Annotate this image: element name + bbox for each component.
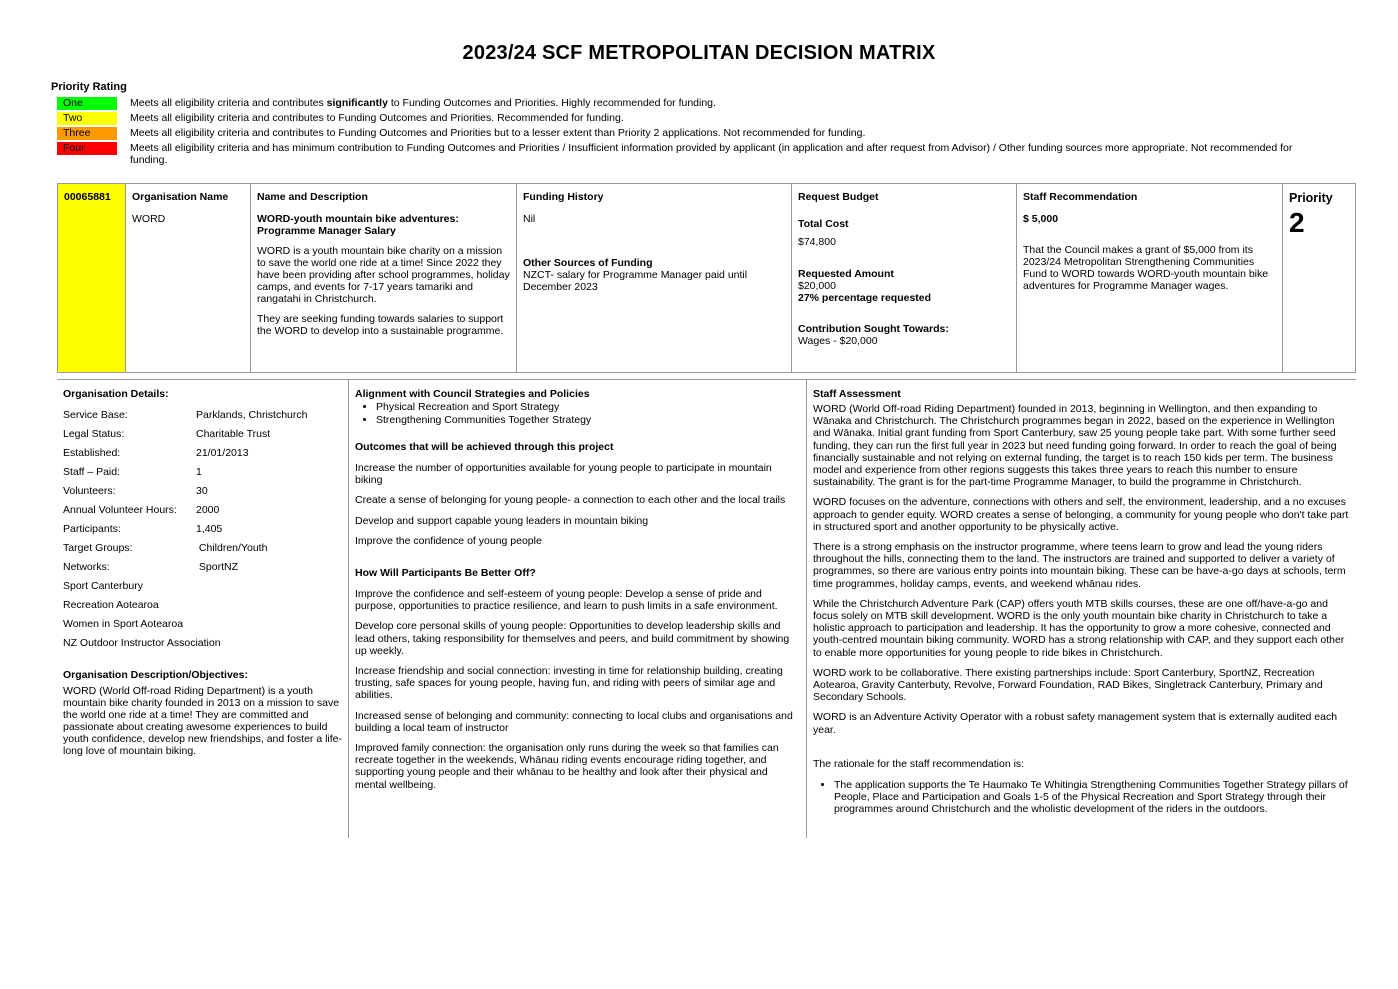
better-off-heading: How Will Participants Be Better Off? [355, 567, 536, 580]
assessment-paragraph: WORD (World Off-road Riding Department) founded in 2013, beginning in Wellington, and then expanding to Wānaka and Christchurch. The Christchurch programmes began in 2022, based on the experience in Wellington and Wānaka. Initial grant funding from Sport Canterbury, saw 25 young people take part. With some further seed funding, they can run the first full year in 2023 but need funding going forward. In order to reach the goal of being financially sustainable and not relying on external funding, the target is to reach 150 kids per term. The business model and experience from other regions suggests this takes three years to reach this number to ensure sustainability. The grant is for the part-time Programme Manager, to build the programme in Christchurch. [813, 403, 1337, 489]
outcomes-heading: Outcomes that will be achieved through this project [355, 441, 614, 453]
better-off-item: Improved family connection: the organisation only runs during the week so that families can recreate together in the weekends, Whānau riding events encourage riding together, and supporting young people and their whānau to be healthy and look after their physical and mental wellbeing. [355, 742, 779, 791]
detail-row: Target Groups: Children/Youth [63, 542, 268, 554]
priority-header: Priority [1289, 191, 1333, 205]
legend-swatch-one: One [57, 97, 117, 110]
assessment-paragraph: There is a strong emphasis on the instructor programme, where teens learn to grow and lead the young riders throughout the hills, connecting them to the land. The instructors are trained and supported to deliver a variety of programmes, so there are various entry points into mountain biking. These can be have-a-go days at schools, term time programmes, holiday camps, events, and weekend whānau rides. [813, 541, 1346, 590]
rationale-intro: The rationale for the staff recommendation is: [813, 757, 1025, 770]
org-details-heading: Organisation Details: [63, 388, 169, 400]
better-off-item: Increase friendship and social connection: investing in time for relationship building, creating trusting, safe spaces for young people, having fun, and riding with peers of similar age and abilities. [355, 665, 783, 702]
network-item: NZ Outdoor Instructor Association [63, 637, 221, 649]
application-summary-table [57, 183, 1356, 373]
legend-row-two [57, 112, 1317, 125]
total-cost-label: Total Cost [798, 218, 849, 230]
org-name: WORD [132, 213, 166, 225]
contribution-value: Wages - $20,000 [798, 335, 878, 347]
rationale-list [813, 779, 1350, 815]
name-description-header: Name and Description [257, 191, 368, 203]
outcome-item: Create a sense of belonging for young people- a connection to each other and the local trails [355, 494, 786, 507]
legend-text-one: Meets all eligibility criteria and contributes significantly to Funding Outcomes and Priorities. Highly recommended for funding. [130, 97, 716, 109]
strategy-list [355, 401, 800, 427]
contribution-label: Contribution Sought Towards: [798, 323, 949, 335]
alignment-column [348, 380, 806, 838]
priority-cell [1282, 184, 1355, 372]
network-item: Women in Sport Aotearoa [63, 618, 184, 630]
other-sources-value: NZCT- salary for Programme Manager paid until December 2023 [523, 269, 748, 293]
details-section [57, 379, 1356, 838]
org-name-cell [125, 184, 250, 372]
priority-value: 2 [1289, 207, 1305, 238]
outcome-item: Improve the confidence of young people [355, 534, 542, 547]
org-description: WORD (World Off-road Riding Department) is a youth mountain bike charity founded in 2013 on a mission to save the world one ride at a time! They are committed and passionate about creating awesome experiences to build youth confidence, develop new friendships, and foster a life-long love of mountain biking. [63, 685, 343, 757]
funding-history-value: Nil [523, 213, 536, 225]
list-item: • Strengthening Communities Together Strategy [376, 414, 800, 427]
assessment-paragraph: While the Christchurch Adventure Park (CAP) offers youth MTB skills courses, these are one off/have-a-go and focus solely on MTB skill development. WORD is the only youth mountain bike charity in Christchurch to take a holistic approach to participation and leadership. It has the opportunity to grow a more cohesive, connected and youth-centred mountain biking community. WORD has a strong relationship with CAP, and they support each other to enable more opportunities for young people to ride bikes in Christchurch. [813, 597, 1345, 659]
percentage-requested: 27% percentage requested [798, 292, 932, 304]
list-item: • Physical Recreation and Sport Strategy [376, 401, 800, 414]
legend-swatch-two: Two [57, 112, 117, 125]
staff-assessment-heading: Staff Assessment [813, 388, 901, 400]
detail-row: Service Base: Parklands, Christchurch [63, 409, 308, 421]
legend-row-three [57, 127, 1317, 140]
priority-rating-heading: Priority Rating [51, 81, 127, 93]
staff-assessment-column [806, 380, 1356, 838]
other-sources-header: Other Sources of Funding [523, 257, 653, 269]
legend-swatch-four: Four [57, 142, 117, 155]
alignment-heading: Alignment with Council Strategies and Policies [355, 388, 590, 400]
staff-recommendation-amount: $ 5,000 [1023, 213, 1059, 225]
staff-recommendation-header: Staff Recommendation [1023, 191, 1138, 203]
project-description-2: They are seeking funding towards salaries to support the WORD to develop into a sustainable programme. [257, 313, 504, 337]
request-budget-cell [791, 184, 1016, 372]
page-title: 2023/24 SCF METROPOLITAN DECISION MATRIX [462, 42, 936, 64]
detail-row: Participants: 1,405 [63, 523, 223, 535]
staff-recommendation-cell [1016, 184, 1282, 372]
legend-text-three: Meets all eligibility criteria and contributes to Funding Outcomes and Priorities but to a lesser extent than Priority 2 applications. Not recommended for funding. [130, 127, 866, 139]
better-off-item: Increased sense of belonging and community: connecting to local clubs and organisations and building a local team of instructor [355, 709, 793, 734]
detail-row: Established: 21/01/2013 [63, 447, 249, 459]
project-title: WORD-youth mountain bike adventures: Programme Manager Salary [257, 213, 459, 237]
detail-row: Volunteers: 30 [63, 485, 208, 497]
network-item: Sport Canterbury [63, 580, 143, 592]
outcome-item: Develop and support capable young leaders in mountain biking [355, 514, 649, 527]
network-item: Recreation Aotearoa [63, 599, 159, 611]
requested-amount-value: $20,000 [798, 280, 836, 292]
legend-row-one [57, 97, 1317, 110]
detail-row: Legal Status: Charitable Trust [63, 428, 271, 440]
staff-recommendation-text: That the Council makes a grant of $5,000 from its 2023/24 Metropolitan Strengthening Communities Fund to WORD towards WORD-youth mountain bike adventures for Programme Manager wages. [1023, 244, 1269, 292]
legend-swatch-three: Three [57, 127, 117, 140]
total-cost-value: $74,800 [798, 236, 836, 248]
assessment-paragraph: WORD is an Adventure Activity Operator with a robust safety management system that is externally audited each year. [813, 711, 1338, 736]
assessment-paragraph: WORD focuses on the adventure, connections with others and self, the environment, leadership, and a no excuses approach to gender equity. WORD creates a sense of belonging, a community for young people who don't take part in structured sport and another opportunity to be physically active. [813, 496, 1349, 533]
better-off-item: Develop core personal skills of young people: Opportunities to develop leadership skills and lead others, taking responsibility for themselves and peers, and build commitment by showing up weekly. [355, 620, 790, 657]
detail-row: Staff – Paid: 1 [63, 466, 202, 478]
application-id: 00065881 [58, 184, 125, 372]
detail-row: Networks: SportNZ [63, 561, 239, 573]
detail-row: Annual Volunteer Hours: 2000 [63, 504, 220, 516]
list-item: • The application supports the Te Haumako Te Whitingia Strengthening Communities Together Strategy pillars of People, Place and Participation and Goals 1-5 of the Physical Recreation and Sport Strategy through their programmes around Christchurch and the wholistic development of the riders in the outdoors. [834, 779, 1350, 815]
funding-history-header: Funding History [523, 191, 604, 203]
requested-amount-label: Requested Amount [798, 268, 894, 280]
project-description-1: WORD is a youth mountain bike charity on a mission to save the world one ride at a time! Since 2022 they have been providing after school programmes, holiday camps, and events for 7-17 years tamariki and rangatahi in Christchurch. [257, 245, 510, 305]
request-budget-header: Request Budget [798, 191, 879, 203]
name-description-cell [250, 184, 516, 372]
better-off-item: Improve the confidence and self-esteem of young people: Develop a sense of pride and purpose, opportunities to practice resilience, and learn to push limits in a safe environment. [355, 588, 778, 613]
org-name-header: Organisation Name [132, 191, 229, 203]
outcome-item: Increase the number of opportunities available for young people to participate in mountain biking [355, 462, 772, 487]
legend-text-two: Meets all eligibility criteria and contributes to Funding Outcomes and Priorities. Recommended for funding. [130, 112, 624, 124]
priority-legend [57, 97, 1317, 168]
organisation-details-column [57, 380, 348, 838]
assessment-paragraph: WORD work to be collaborative. There existing partnerships include: Sport Canterbury, SportNZ, Recreation Aotearoa, Gravity Canterbuty, Revolve, Forward Foundation, RAD Bikes, Singletrack Canterbury, Primary and Secondary Schools. [813, 666, 1323, 704]
org-description-heading: Organisation Description/Objectives: [63, 669, 248, 681]
legend-text-four: Meets all eligibility criteria and has minimum contribution to Funding Outcomes and Priorities / Insufficient information provided by applicant (in application and after request from Advisor) / Other funding sources more appropriate. Not recommended for funding. [130, 142, 1293, 166]
legend-row-four [57, 142, 1317, 166]
funding-history-cell [516, 184, 791, 372]
